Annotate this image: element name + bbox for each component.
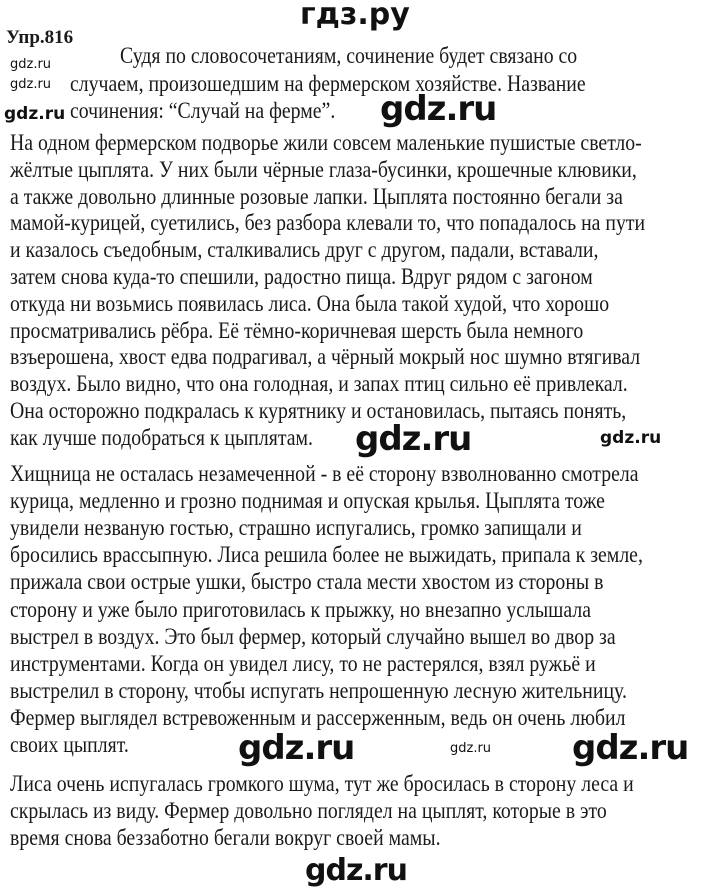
text-line: случаем, произошедшим на фермерском хозяйстве. Название (70, 70, 586, 96)
text-line: Она осторожно подкралась к курятнику и остановилась, пытаясь понять, (10, 398, 627, 423)
watermark: gdz.ru (600, 428, 662, 448)
text-line: мамой-курицей, суетились, без разбора клевали то, что попадалось на пути (10, 210, 646, 236)
watermark: gdz.ru (10, 77, 52, 92)
watermark: gdz.ru (572, 728, 689, 768)
text-line: жёлтые цыплята. У них были чёрные глаза-бусинки, крошечные клювики, (10, 156, 637, 182)
text-line: сторону и уже было приготовилась к прыжку, но внезапно услышала (10, 596, 591, 622)
watermark: gdz.ru (355, 419, 472, 459)
text-line: Хищница не осталась незамеченной - в её сторону взволнованно смотрела (10, 461, 639, 486)
text-line: прижала свои острые ушки, быстро стала мести хвостом из стороны в (10, 569, 604, 595)
exercise-label: Упр.816 (6, 27, 74, 48)
text-line: выстрелил в сторону, чтобы испугать непрошенную лесную жительницу. (10, 677, 627, 703)
text-line: время снова беззаботно бегали вокруг своей мамы. (10, 825, 441, 851)
text-line: сочинения: “Случай на ферме”. (70, 98, 336, 123)
text-line: взъерошена, хвост едва подрагивал, а чёрный мокрый нос шумно втягивал (10, 344, 641, 370)
text-line: а также довольно длинные розовые лапки. Цыплята постоянно бегали за (10, 183, 623, 209)
watermark: gdz.ru (380, 89, 497, 129)
text-line: откуда ни возьмись появилась лиса. Она была такой худой, что хорошо (10, 290, 610, 316)
watermark: gdz.ru (10, 57, 52, 72)
text-line: Судя по словосочетаниям, сочинение будет связано со (120, 43, 578, 68)
watermark: gdz.ru (305, 853, 407, 888)
text-line: затем снова куда-то спешили, радостно пища. Вдруг рядом с загоном (10, 264, 593, 289)
watermark: gdz.ru (450, 741, 492, 756)
text-line: и казалось съедобным, сталкивались друг с другом, падали, вставали, (10, 237, 599, 263)
text-line: как лучше подобраться к цыплятам. (10, 424, 313, 450)
site-title: гдз.ру (300, 0, 410, 32)
text-line: бросились врассыпную. Лиса решила более не выжидать, припала к земле, (10, 542, 643, 568)
text-line: просматривались рёбра. Её тёмно-коричневая шерсть была немного (10, 317, 584, 343)
text-line: своих цыплят. (10, 732, 129, 757)
text-line: инструментами. Когда он увидел лису, то не растерялся, взял ружьё и (10, 650, 596, 676)
text-line: Фермер выглядел встревоженным и рассерженным, ведь он очень любил (10, 704, 626, 730)
text-line: выстрел в воздух. Это был фермер, который случайно вышел во двор за (10, 623, 616, 649)
text-line: Лиса очень испугалась громкого шума, тут же бросилась в сторону леса и (10, 771, 634, 796)
text-line: курица, медленно и грозно поднимая и опуская крылья. Цыплята тоже (10, 488, 605, 514)
text-line: На одном фермерском подворье жили совсем маленькие пушистые светло- (10, 130, 642, 155)
text-line: скрылась из виду. Фермер довольно поглядел на цыплят, которые в это (10, 798, 607, 824)
watermark: gdz.ru (238, 728, 355, 768)
watermark: gdz.ru (4, 104, 66, 124)
text-line: увидели незваную гостью, страшно испугались, громко запищали и (10, 515, 582, 541)
text-line: воздух. Было видно, что она голодная, и запах птиц сильно её привлекал. (10, 371, 628, 397)
